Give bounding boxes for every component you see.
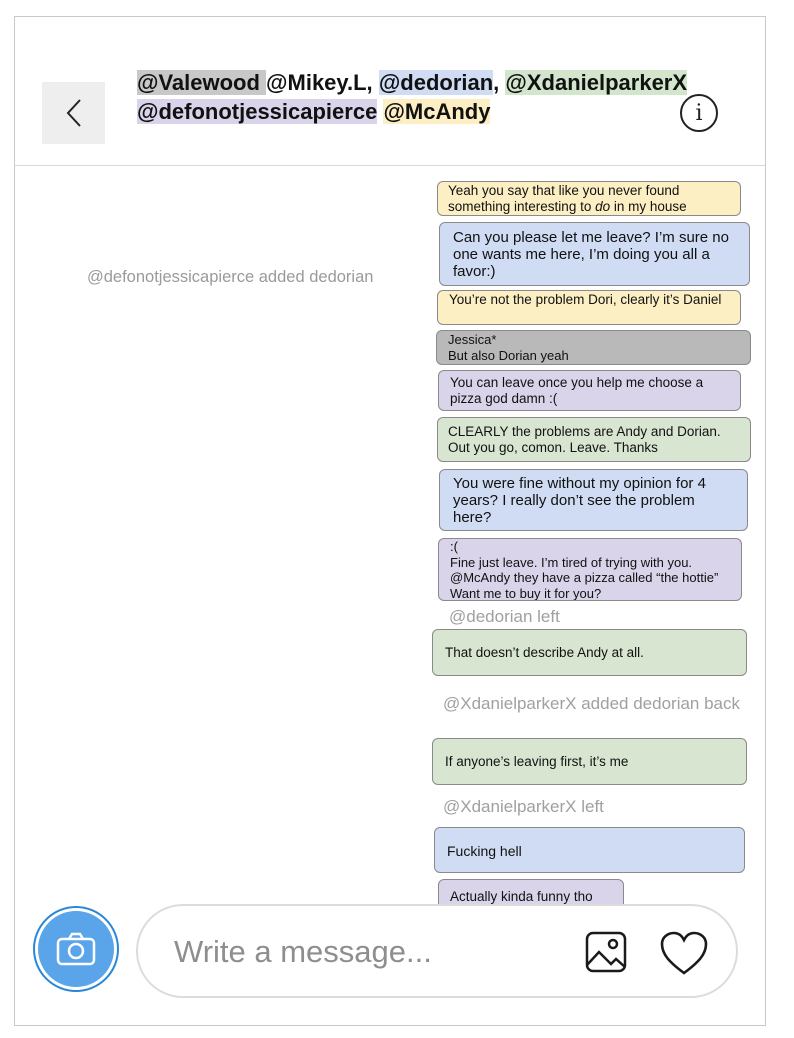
title-separator: ,	[493, 70, 506, 95]
message-input[interactable]: Write a message...	[174, 934, 432, 969]
back-button[interactable]	[42, 82, 105, 144]
image-icon[interactable]	[584, 930, 628, 974]
chevron-left-icon	[65, 98, 83, 128]
message-bubble[interactable]: Actually kinda funny tho	[438, 879, 624, 913]
camera-button-fill	[38, 911, 114, 987]
message-bubble[interactable]: You were fine without my opinion for 4 years? I really don’t see the problem here?	[439, 469, 748, 531]
participant-mcandy[interactable]: @McAndy	[383, 99, 491, 124]
camera-button[interactable]	[33, 906, 119, 992]
title-line-2	[137, 97, 687, 126]
participant-mikey[interactable]: @Mikey.L,	[266, 70, 373, 95]
message-composer[interactable]	[136, 904, 738, 998]
message-bubble[interactable]: You can leave once you help me choose a pizza god damn :(	[438, 370, 741, 411]
title-line-1	[137, 68, 687, 97]
message-bubble[interactable]: That doesn’t describe Andy at all.	[432, 629, 747, 676]
system-message-left: @dedorian left	[449, 607, 560, 626]
participant-defonotjessicapierce[interactable]: @defonotjessicapierce	[137, 99, 378, 124]
message-bubble[interactable]: Fucking hell	[434, 827, 745, 873]
conversation-title	[137, 68, 687, 126]
message-bubble[interactable]: :( Fine just leave. I’m tired of trying with you. @McAndy they have a pizza called “the hottie” Want me to buy it for you?	[438, 538, 742, 601]
message-bubble[interactable]: If anyone’s leaving first, it’s me	[432, 738, 747, 785]
message-bubble[interactable]: CLEARLY the problems are Andy and Dorian. Out you go, comon. Leave. Thanks	[437, 417, 751, 462]
info-icon: i	[695, 100, 703, 126]
message-bubble[interactable]: You’re not the problem Dori, clearly it’s Daniel	[437, 290, 741, 325]
participant-xdanielparkerx[interactable]: @XdanielparkerX	[505, 70, 688, 95]
message-bubble[interactable]: Jessica* But also Dorian yeah	[436, 330, 751, 365]
participant-valewood[interactable]: @Valewood	[137, 70, 267, 95]
message-bubble[interactable]: Can you please let me leave? I’m sure no one wants me here, I’m doing you all a favor:)	[439, 222, 750, 286]
system-message-left: @XdanielparkerX left	[443, 797, 604, 816]
system-message-added-back: @XdanielparkerX added dedorian back	[443, 694, 741, 713]
info-button[interactable]	[680, 94, 718, 132]
system-message-added: @defonotjessicapierce added dedorian	[87, 268, 374, 286]
header-divider	[14, 165, 765, 166]
heart-icon[interactable]	[659, 930, 709, 976]
message-bubble[interactable]: Yeah you say that like you never found something interesting to do in my house	[437, 181, 741, 216]
camera-icon	[56, 932, 96, 966]
participant-dedorian[interactable]: @dedorian	[378, 70, 494, 95]
